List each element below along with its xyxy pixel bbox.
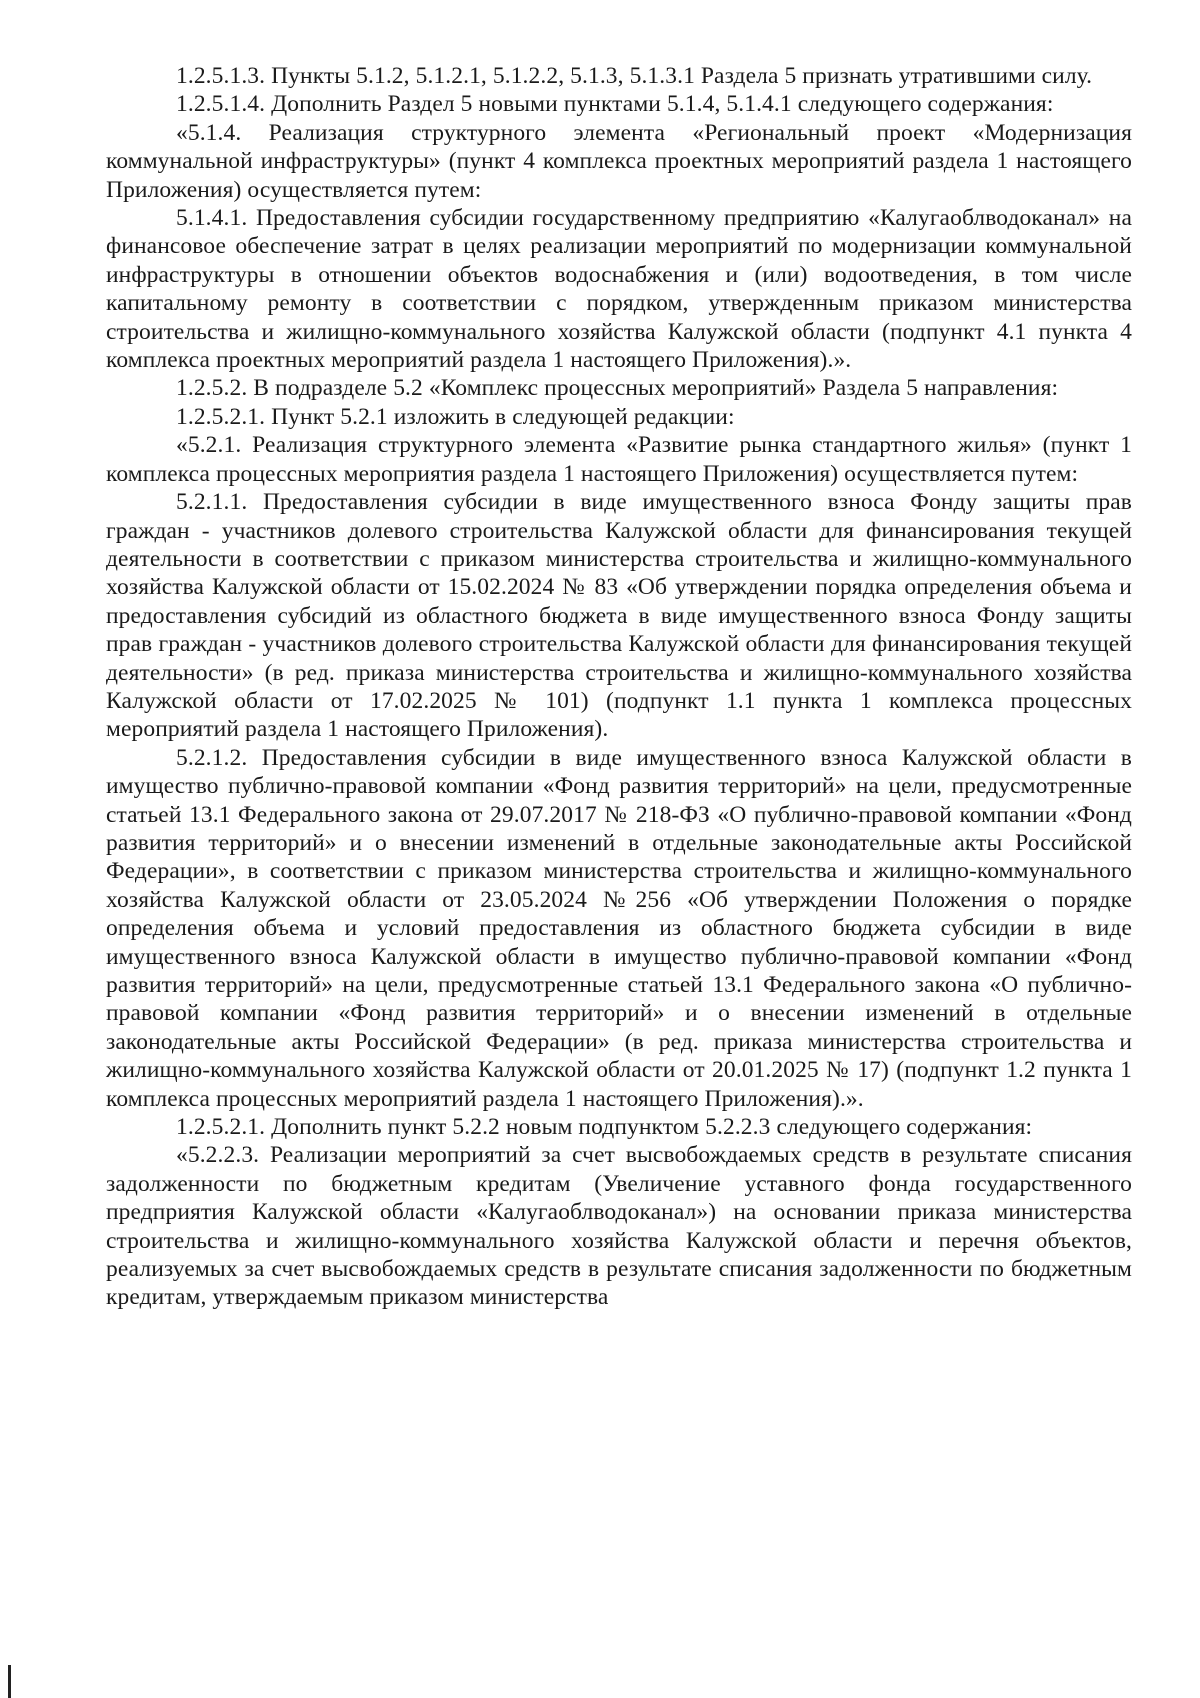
paragraph-5-2-1-1: 5.2.1.1. Предоставления субсидии в виде имущественного взноса Фонду защиты прав граждан - участников долевого строительства Калужской области для финансирования текущей деятельности в соответствии с приказом министерства строительства и жилищно-коммунального хозяйства Калужской области от 15.02.2024 № 83 «Об утверждении порядка определения объема и предоставления субсидий из областного бюджета в виде имущественного взноса Фонду защиты прав граждан - участников долевого строительства Калужской области для финансирования текущей деятельности» (в ред. приказа министерства строительства и жилищно-коммунального хозяйства Калужской области от 17.02.2025 № 101) (подпункт 1.1 пункта 1 комплекса процессных мероприятий раздела 1 настоящего Приложения).: [106, 489, 1132, 743]
paragraph-1-2-5-2-1: 1.2.5.2.1. Пункт 5.2.1 изложить в следующей редакции:: [176, 403, 735, 430]
scan-edge-line: [8, 1665, 11, 1698]
paragraph-1-2-5-1-4: 1.2.5.1.4. Дополнить Раздел 5 новыми пунктами 5.1.4, 5.1.4.1 следующего содержания:: [176, 91, 1054, 118]
paragraph-5-1-4: «5.1.4. Реализация структурного элемента «Региональный проект «Модернизация коммунальной инфраструктуры» (пункт 4 комплекса проектных мероприятий раздела 1 настоящего Приложения) осуществляется путем:: [106, 119, 1132, 203]
document-body: [106, 62, 1132, 1312]
paragraph-1-2-5-2: 1.2.5.2. В подразделе 5.2 «Комплекс процессных мероприятий» Раздела 5 направления:: [176, 375, 1059, 402]
paragraph-5-2-1-2: 5.2.1.2. Предоставления субсидии в виде имущественного взноса Калужской области в имущество публично-правовой компании «Фонд развития территорий» на цели, предусмотренные статьей 13.1 Федерального закона от 29.07.2017 № 218-ФЗ «О публично-правовой компании «Фонд развития территорий» и о внесении изменений в отдельные законодательные акты Российской Федерации», в соответствии с приказом министерства строительства и жилищно-коммунального хозяйства Калужской области от 23.05.2024 №256 «Об утверждении Положения о порядке определения объема и условий предоставления из областного бюджета субсидии в виде имущественного взноса Калужской области в имущество публично-правовой компании «Фонд развития территорий» на цели, предусмотренные статьей 13.1 Федерального закона «О публично-правовой компании «Фонд развития территорий» и о внесении изменений в отдельные законодательные акты Российской Федерации» (в ред. приказа министерства строительства и жилищно-коммунального хозяйства Калужской области от 20.01.2025 № 17) (подпункт 1.2 пункта 1 комплекса процессных мероприятий раздела 1 настоящего Приложения).».: [106, 744, 1132, 1112]
paragraph-5-1-4-1: 5.1.4.1. Предоставления субсидии государственному предприятию «Калугаоблводоканал» на финансовое обеспечение затрат в целях реализации мероприятий по модернизации коммунальной инфраструктуры в отношении объектов водоснабжения и (или) водоотведения, в том числе капитальному ремонту в соответствии с порядком, утвержденным приказом министерства строительства и жилищно-коммунального хозяйства Калужской области (подпункт 4.1 пункта 4 комплекса проектных мероприятий раздела 1 настоящего Приложения).».: [106, 205, 1132, 374]
paragraph-5-2-2-3: «5.2.2.3. Реализации мероприятий за счет высвобождаемых средств в результате списания задолженности по бюджетным кредитам (Увеличение уставного фонда государственного предприятия Калужской области «Калугаоблводоканал») на основании приказа министерства строительства и жилищно-коммунального хозяйства Калужской области и перечня объектов, реализуемых за счет высвобождаемых средств в результате списания задолженности по бюджетным кредитам, утверждаемым приказом министерства: [106, 1142, 1132, 1311]
paragraph-5-2-1: «5.2.1. Реализация структурного элемента «Развитие рынка стандартного жилья» (пункт 1 комплекса процессных мероприятия раздела 1 настоящего Приложения) осуществляется путем:: [106, 432, 1132, 487]
paragraph-1-2-5-2-1-b: 1.2.5.2.1. Дополнить пункт 5.2.2 новым подпунктом 5.2.2.3 следующего содержания:: [176, 1114, 1033, 1141]
paragraph-1-2-5-1-3: 1.2.5.1.3. Пункты 5.1.2, 5.1.2.1, 5.1.2.2, 5.1.3, 5.1.3.1 Раздела 5 признать утратившими силу.: [176, 63, 1093, 89]
